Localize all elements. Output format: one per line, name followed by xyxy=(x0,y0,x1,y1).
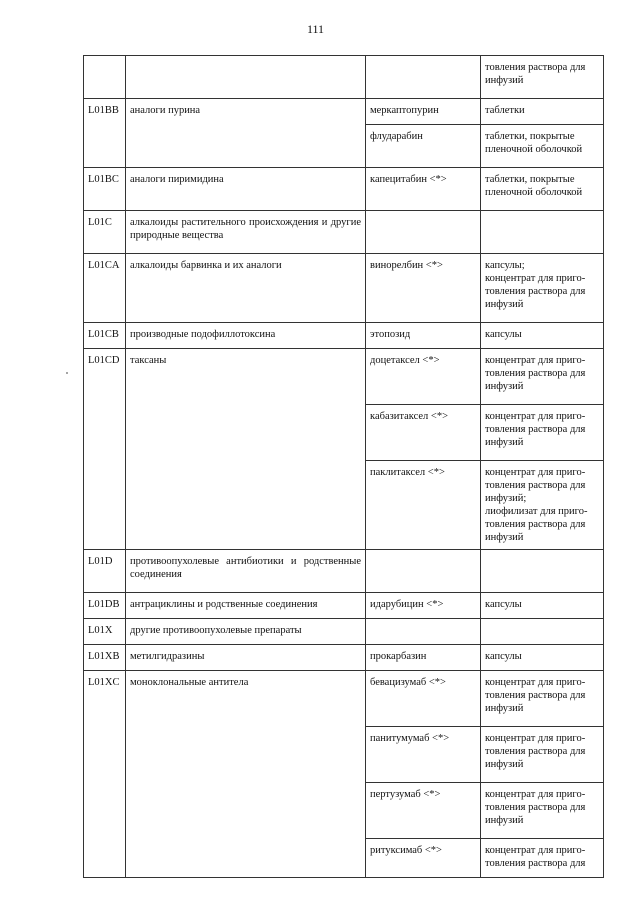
page-number: 111 xyxy=(306,22,325,36)
dosage-form-cell xyxy=(481,168,604,211)
group-name-cell: таксаны xyxy=(126,349,366,550)
dosage-form-cell xyxy=(481,56,604,99)
form-line: инфузий xyxy=(485,299,524,310)
table-row xyxy=(84,619,604,645)
dosage-form-cell xyxy=(481,125,604,168)
form-line: товления раствора для xyxy=(485,62,586,73)
form-line: концентрат для приго- xyxy=(485,355,586,366)
dosage-form-cell xyxy=(481,550,604,593)
form-line: таблетки xyxy=(485,105,525,116)
dosage-form-cell xyxy=(481,645,604,671)
drug-name-cell: ритуксимаб <*> xyxy=(366,839,481,878)
form-line: капсулы xyxy=(485,651,522,662)
form-line: товления раствора для xyxy=(485,286,586,297)
form-line: инфузий xyxy=(485,532,524,543)
form-line: концентрат для приго- xyxy=(485,273,586,284)
dosage-form-cell xyxy=(481,783,604,839)
drug-name-cell xyxy=(366,211,481,254)
dosage-form-cell xyxy=(481,461,604,550)
atc-code-cell: L01BC xyxy=(84,168,126,211)
drug-name-cell: бевацизумаб <*> xyxy=(366,671,481,727)
group-name-cell: противоопухолевые антибиотики и родственные соединения xyxy=(126,550,366,593)
table-row xyxy=(84,168,604,211)
form-line: пленочной оболочкой xyxy=(485,144,583,155)
dosage-form-cell xyxy=(481,671,604,727)
drug-name-cell: прокарбазин xyxy=(366,645,481,671)
atc-code-cell: L01CD xyxy=(84,349,126,550)
form-line: концентрат для приго- xyxy=(485,845,586,856)
form-line: товления раствора для xyxy=(485,424,586,435)
form-line: концентрат для приго- xyxy=(485,411,586,422)
atc-code-cell: L01XC xyxy=(84,671,126,878)
atc-code-cell: L01CA xyxy=(84,254,126,323)
drug-name-cell: винорелбин <*> xyxy=(366,254,481,323)
drug-name-cell: этопозид xyxy=(366,323,481,349)
form-line: концентрат для приго- xyxy=(485,467,586,478)
form-line: товления раствора для xyxy=(485,480,586,491)
drug-name-cell: панитумумаб <*> xyxy=(366,727,481,783)
table-row xyxy=(84,254,604,323)
group-name-cell xyxy=(126,56,366,99)
dosage-form-cell xyxy=(481,405,604,461)
drug-name-cell: меркаптопурин xyxy=(366,99,481,125)
atc-code-cell: L01CB xyxy=(84,323,126,349)
group-name-cell: аналоги пиримидина xyxy=(126,168,366,211)
drug-name-cell: флударабин xyxy=(366,125,481,168)
form-line: товления раствора для xyxy=(485,519,586,530)
table-row xyxy=(84,550,604,593)
atc-code-cell: L01C xyxy=(84,211,126,254)
drug-name-cell: пертузумаб <*> xyxy=(366,783,481,839)
dosage-form-cell xyxy=(481,839,604,878)
form-line: товления раствора для xyxy=(485,690,586,701)
dosage-form-cell xyxy=(481,349,604,405)
table-row xyxy=(84,593,604,619)
atc-code-cell: L01D xyxy=(84,550,126,593)
form-line: таблетки, покрытые xyxy=(485,174,575,185)
form-line: капсулы; xyxy=(485,260,525,271)
form-line: капсулы xyxy=(485,599,522,610)
form-line: товления раствора для xyxy=(485,858,586,869)
table-row xyxy=(84,56,604,99)
group-name-cell: другие противоопухолевые препараты xyxy=(126,619,366,645)
group-name-cell: производные подофиллотоксина xyxy=(126,323,366,349)
group-name-cell: антрациклины и родственные соединения xyxy=(126,593,366,619)
atc-code-cell: L01X xyxy=(84,619,126,645)
drug-name-cell xyxy=(366,56,481,99)
drug-name-cell: доцетаксел <*> xyxy=(366,349,481,405)
group-name-cell: моноклональные антитела xyxy=(126,671,366,878)
dosage-form-cell xyxy=(481,593,604,619)
dosage-form-cell xyxy=(481,619,604,645)
form-line: инфузий xyxy=(485,75,524,86)
dosage-form-cell xyxy=(481,727,604,783)
drug-name-cell xyxy=(366,550,481,593)
table-row xyxy=(84,323,604,349)
drug-table xyxy=(83,55,604,878)
form-line: капсулы xyxy=(485,329,522,340)
table-row xyxy=(84,99,604,125)
group-name-cell: алкалоиды барвинка и их аналоги xyxy=(126,254,366,323)
form-line: инфузий; xyxy=(485,493,527,504)
form-line: товления раствора для xyxy=(485,368,586,379)
form-line: лиофилизат для приго- xyxy=(485,506,588,517)
group-name-cell: метилгидразины xyxy=(126,645,366,671)
atc-code-cell xyxy=(84,56,126,99)
form-line: пленочной оболочкой xyxy=(485,187,583,198)
form-line: инфузий xyxy=(485,381,524,392)
table-row xyxy=(84,645,604,671)
form-line: концентрат для приго- xyxy=(485,733,586,744)
dosage-form-cell xyxy=(481,211,604,254)
scan-speck xyxy=(66,372,68,374)
drug-name-cell: идарубицин <*> xyxy=(366,593,481,619)
drug-name-cell: капецитабин <*> xyxy=(366,168,481,211)
form-line: товления раствора для xyxy=(485,802,586,813)
atc-code-cell: L01XB xyxy=(84,645,126,671)
form-line: инфузий xyxy=(485,703,524,714)
drug-name-cell xyxy=(366,619,481,645)
form-line: товления раствора для xyxy=(485,746,586,757)
form-line: инфузий xyxy=(485,437,524,448)
group-name-cell: алкалоиды растительного происхождения и другие природные вещества xyxy=(126,211,366,254)
dosage-form-cell xyxy=(481,254,604,323)
form-line: инфузий xyxy=(485,759,524,770)
table-row xyxy=(84,671,604,727)
drug-name-cell: кабазитаксел <*> xyxy=(366,405,481,461)
form-line: таблетки, покрытые xyxy=(485,131,575,142)
form-line: концентрат для приго- xyxy=(485,677,586,688)
drug-name-cell: паклитаксел <*> xyxy=(366,461,481,550)
dosage-form-cell xyxy=(481,323,604,349)
atc-code-cell: L01BB xyxy=(84,99,126,168)
form-line: концентрат для приго- xyxy=(485,789,586,800)
table-row xyxy=(84,211,604,254)
form-line: инфузий xyxy=(485,815,524,826)
dosage-form-cell xyxy=(481,99,604,125)
table-row xyxy=(84,349,604,405)
group-name-cell: аналоги пурина xyxy=(126,99,366,168)
drug-table-body xyxy=(84,56,604,878)
atc-code-cell: L01DB xyxy=(84,593,126,619)
